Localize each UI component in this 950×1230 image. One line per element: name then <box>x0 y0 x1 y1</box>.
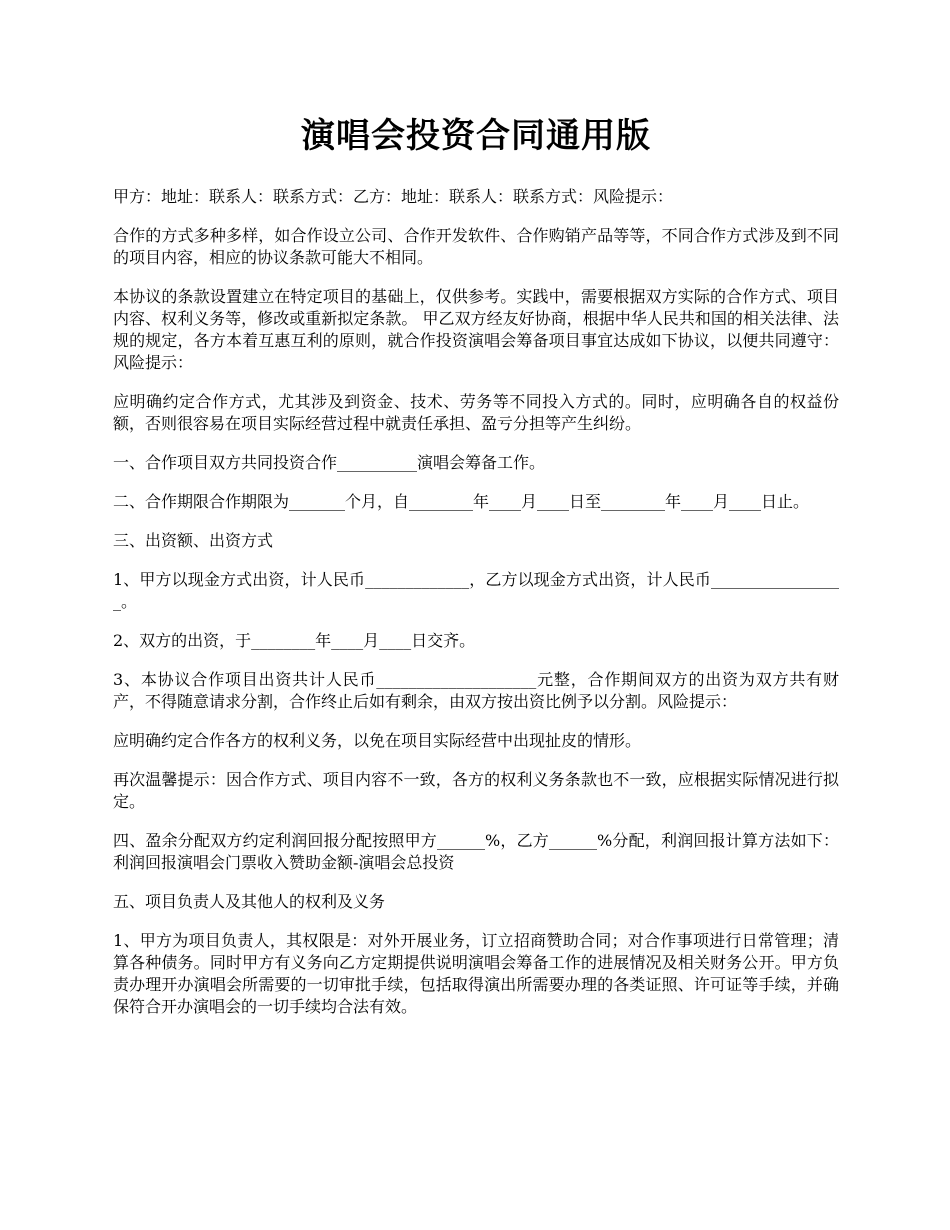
clause-term: 二、合作期限合作期限为_______个月，自________年____月____日至________年____月____日止。 <box>113 492 810 511</box>
clause-profit-distribution: 四、盈余分配双方约定利润回报分配按照甲方______%，乙方______%分配，利润回报计算方法如下：利润回报演唱会门票收入赞助金额-演唱会总投资 <box>113 831 839 872</box>
clause-project: 一、合作项目双方共同投资合作__________演唱会筹备工作。 <box>113 453 546 472</box>
clause-responsibilities-item-1: 1、甲方为项目负责人，其权限是：对外开展业务，订立招商赞助合同；对合作事项进行日常管理；清算各种债务。同时甲方有义务向乙方定期提供说明演唱会筹备工作的进展情况及相关财务公开。甲方负责办理开办演唱会所需要的一切审批手续，包括取得演出所需要办理的各类证照、许可证等手续，并确保符合开办演唱会的一切手续均合法有效。 <box>113 931 839 1016</box>
paragraph-reminder: 再次温馨提示：因合作方式、项目内容不一致，各方的权利义务条款也不一致，应根据实际情况进行拟定。 <box>113 770 839 811</box>
paragraph-risk-note: 应明确约定合作方式，尤其涉及到资金、技术、劳务等不同投入方式的。同时，应明确各自的权益份额，否则很容易在项目实际经营过程中就责任承担、盈亏分担等产生纠纷。 <box>113 392 839 433</box>
paragraph-preamble: 本协议的条款设置建立在特定项目的基础上，仅供参考。实践中，需要根据双方实际的合作方式、项目内容、权利义务等，修改或重新拟定条款。 甲乙双方经友好协商，根据中华人民共和国的相关法律、法规的规定，各方本着互惠互利的原则，就合作投资演唱会筹备项目事宜达成如下协议，以便共同遵守：风险提示： <box>113 287 839 372</box>
paragraph-rights-note: 应明确约定合作各方的权利义务，以免在项目实际经营中出现扯皮的情形。 <box>113 731 642 750</box>
clause-capital-item-2: 2、双方的出资，于________年____月____日交齐。 <box>113 631 476 650</box>
clause-responsibilities-heading: 五、项目负责人及其他人的权利及义务 <box>113 892 386 911</box>
paragraph-cooperation-methods: 合作的方式多种多样，如合作设立公司、合作开发软件、合作购销产品等等，不同合作方式涉及到不同的项目内容，相应的协议条款可能大不相同。 <box>113 226 839 267</box>
paragraph-parties: 甲方：地址：联系人：联系方式：乙方：地址：联系人：联系方式：风险提示： <box>113 187 674 206</box>
clause-capital-heading: 三、出资额、出资方式 <box>113 531 274 550</box>
clause-capital-item-1: 1、甲方以现金方式出资，计人民币_____________，乙方以现金方式出资，计人民币_________________。 <box>113 570 839 611</box>
document-title: 演唱会投资合同通用版 <box>301 116 651 156</box>
clause-capital-item-3: 3、本协议合作项目出资共计人民币____________________元整，合作期间双方的出资为双方共有财产，不得随意请求分割，合作终止后如有剩余，由双方按出资比例予以分割。风险提示： <box>113 670 839 711</box>
